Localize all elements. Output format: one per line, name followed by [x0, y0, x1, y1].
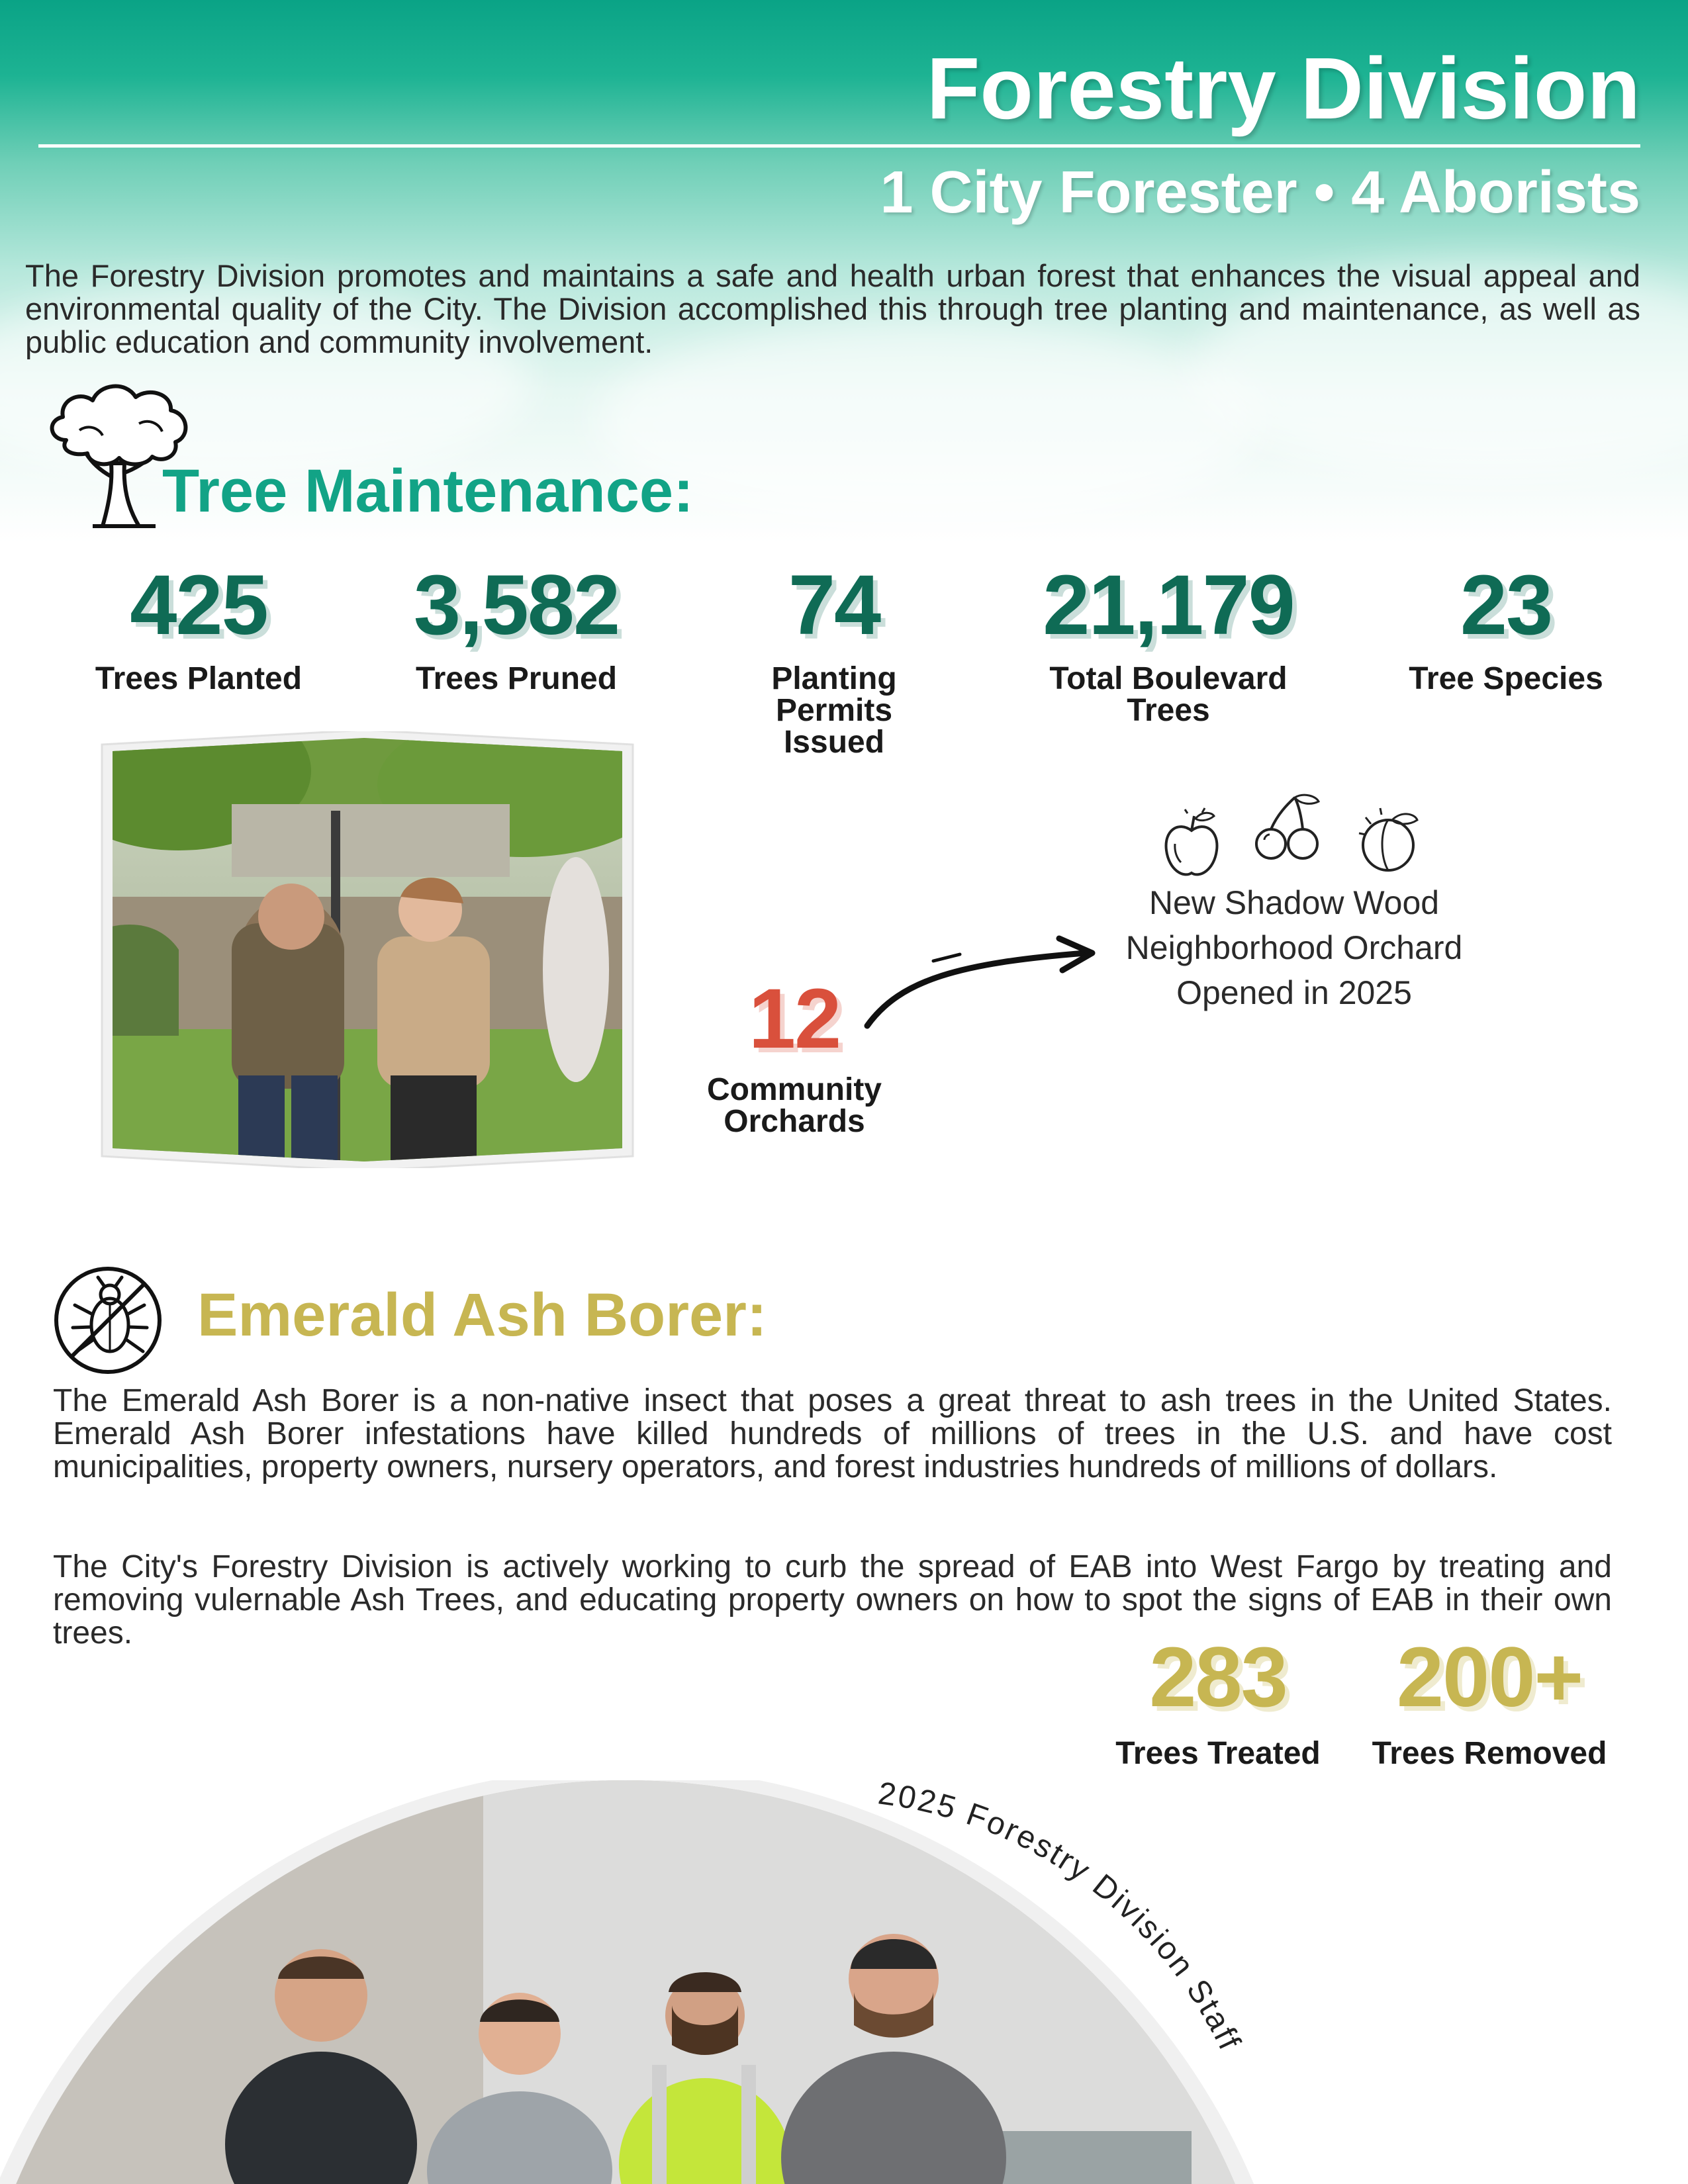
eab-paragraph-1: The Emerald Ash Borer is a non-native insect that poses a great threat to ash trees in the United States. Emerald Ash Borer infestations have killed hundreds of millions of trees in the U.S. and have cost municipalities, property owners, nursery operators, and forest industries hundreds of millions of dollars. [53, 1383, 1612, 1484]
stat-value: 74 [788, 558, 880, 653]
tree-maintenance-heading: Tree Maintenance: [162, 457, 694, 525]
eab-heading: Emerald Ash Borer: [197, 1281, 767, 1349]
stat-label: Total Boulevard Trees [1049, 661, 1288, 728]
staff-caption: 2025 Forestry Division Staff [876, 1776, 1248, 2057]
stat-label: Tree Species [1409, 661, 1603, 696]
stat-value: 3,582 [413, 558, 620, 653]
stat-label: Trees Planted [95, 661, 303, 696]
stat-value: 21,179 [1043, 558, 1294, 653]
page-subtitle: 1 City Forester • 4 Aborists [880, 159, 1640, 226]
stat-value: 200+ [1396, 1630, 1583, 1725]
orchard-note-line: Opened in 2025 [1176, 974, 1412, 1011]
orchard-note-line: New Shadow Wood [1149, 884, 1440, 921]
stat-label: Community Orchards [707, 1072, 882, 1139]
page-title: Forestry Division [926, 40, 1640, 137]
stat-label: Trees Pruned [415, 661, 618, 696]
stat-label: Trees Removed [1372, 1736, 1607, 1771]
stat-value: 425 [130, 558, 267, 653]
eab-paragraph-2: The City's Forestry Division is actively working to curb the spread of EAB into West Fargo by treating and removing vulernable Ash Trees, and educating property owners on how to spot the signs of EAB in their own trees. [53, 1549, 1612, 1651]
orchard-note-line: Neighborhood Orchard [1125, 929, 1463, 966]
stat-label: Trees Treated [1115, 1736, 1321, 1771]
stat-value: 23 [1460, 558, 1552, 653]
svg-text:2025 Forestry Division Staff [876, 1776, 1247, 2056]
intro-paragraph: The Forestry Division promotes and maintains a safe and health urban forest that enhances the visual appeal and environmental quality of the City. The Division accomplished this through tree planting and maintenance, as well as public education and community involvement. [25, 258, 1640, 359]
stat-value: 12 [748, 972, 841, 1066]
stat-value: 283 [1149, 1630, 1287, 1725]
stat-label: Planting Permits Issued [771, 661, 897, 760]
